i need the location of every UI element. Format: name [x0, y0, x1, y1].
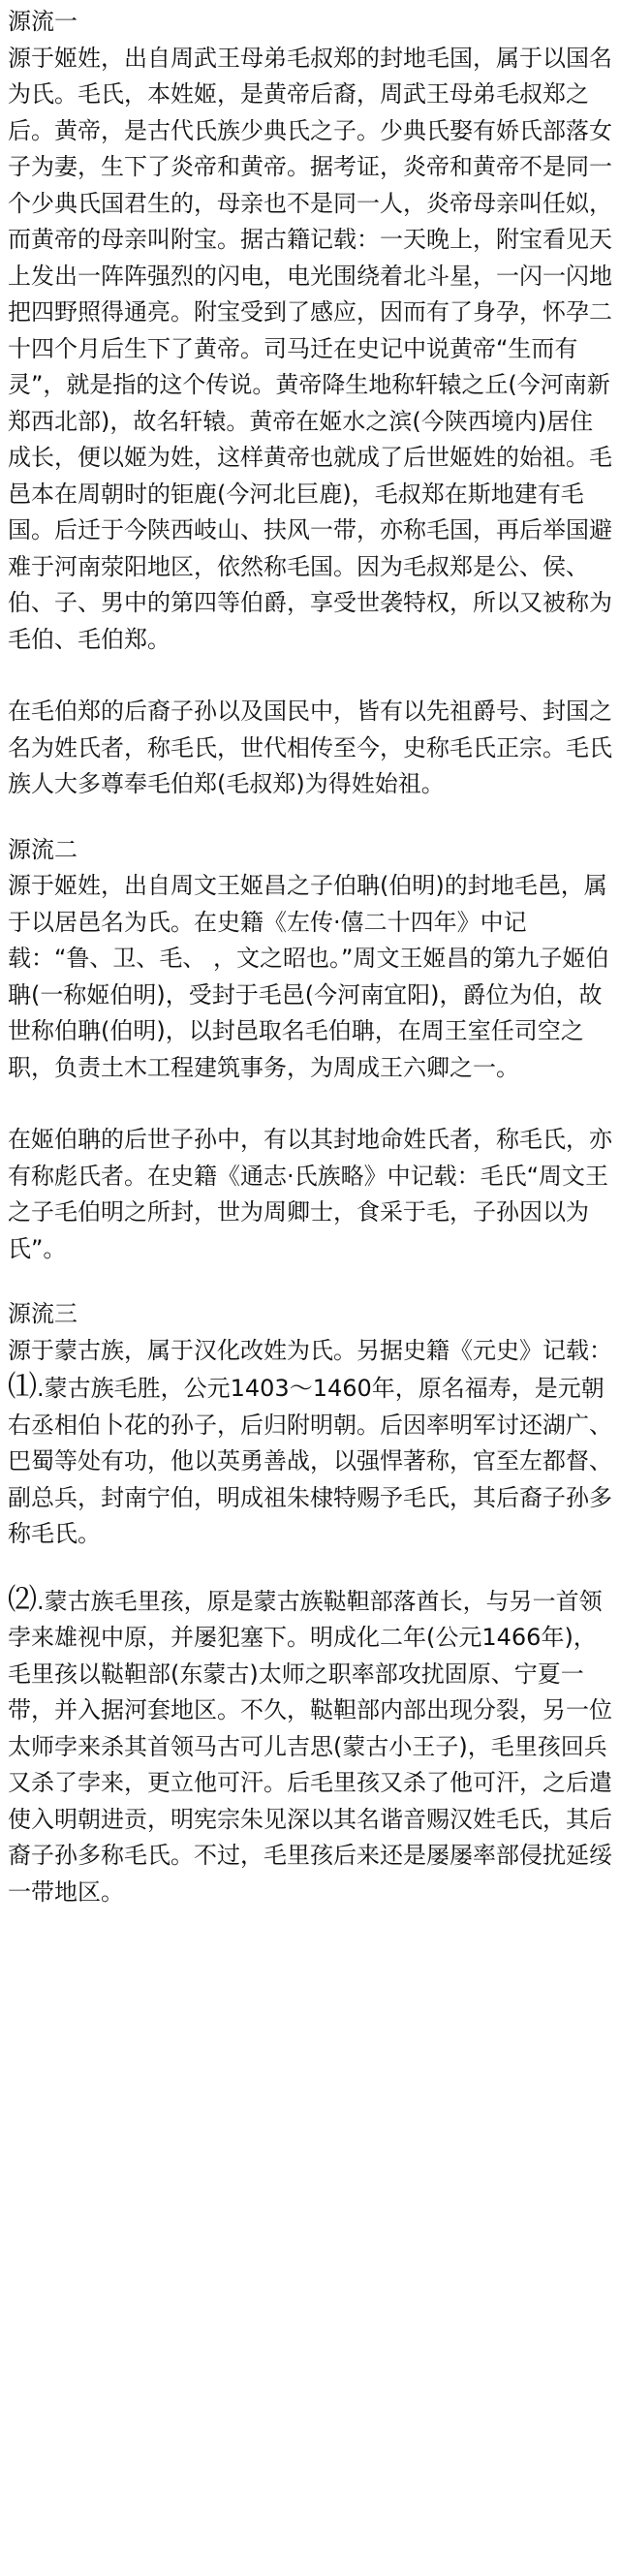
section-heading: 源流二	[8, 835, 78, 863]
section-spacer	[8, 803, 612, 832]
paragraph: 源于蒙古族，属于汉化改姓为氏。另据史籍《元史》记载：	[8, 1336, 612, 1364]
list-item	[8, 1582, 612, 1911]
paragraph: 源于姬姓，出自周文王姬昌之子伯聃(伯明)的封地毛邑，属于以居邑名为氏。在史籍《左传·僖二十四年》中记载：“鲁、卫、毛、 ，文之昭也。”周文王姬昌的第九子姬伯聃(一称姬伯明)，受封于毛邑(今河南宜阳)，爵位为伯，故世称伯聃(伯明)，以封邑取名毛伯聃，在周王室任司空之职，负责土木工程建筑事务，为周成王六卿之一。	[8, 872, 609, 1081]
paragraph-spacer	[8, 1553, 612, 1582]
section-source-two	[8, 832, 612, 1268]
list-item-text: .蒙古族毛胜，公元1403～1460年，原名福寿，是元朝右丞相伯卜花的孙子，后归附明朝。后因率明军讨还湖广、巴蜀等处有功，他以英勇善战，以强悍著称，官至左都督、副总兵，封南宁伯，明成祖朱棣特赐予毛氏，其后裔子孙多称毛氏。	[8, 1375, 612, 1547]
section-source-one	[8, 4, 612, 803]
list-item-number: ⑴	[8, 1370, 37, 1404]
section-heading: 源流三	[8, 1300, 78, 1327]
paragraph: 在姬伯聃的后世子孙中，有以其封地命姓氏者，称毛氏，亦有称彪氏者。在史籍《通志·氏族略》中记载：毛氏“周文王之子毛伯明之所封，世为周卿士，食采于毛，子孙因以为氏”。	[8, 1126, 612, 1262]
section-heading: 源流一	[8, 8, 78, 35]
paragraph-spacer	[8, 658, 612, 694]
paragraph: 源于姬姓，出自周武王母弟毛叔郑的封地毛国，属于以国名为氏。毛氏，本姓姬，是黄帝后裔，周武王母弟毛叔郑之后。黄帝，是古代氏族少典氏之子。少典氏娶有娇氏部落女子为妻，生下了炎帝和黄帝。据考证，炎帝和黄帝不是同一个少典氏国君生的，母亲也不是同一人，炎帝母亲叫任姒，而黄帝的母亲叫附宝。据古籍记载：一天晚上，附宝看见天上发出一阵阵强烈的闪电，电光围绕着北斗星，一闪一闪地把四野照得通亮。附宝受到了感应，因而有了身孕，怀孕二十四个月后生下了黄帝。司马迁在史记中说黄帝“生而有灵”，就是指的这个传说。黄帝降生地称轩辕之丘(今河南新郑西北部)，故名轩辕。黄帝在姬水之滨(今陕西境内)居住成长，便以姬为姓，这样黄帝也就成了后世姬姓的始祖。毛邑本在周朝时的钜鹿(今河北巨鹿)，毛叔郑在斯地建有毛国。后迁于今陕西岐山、扶风一带，亦称毛国，再后举国避难于河南荥阳地区，依然称毛国。因为毛叔郑是公、侯、伯、子、男中的第四等伯爵，享受世袭特权，所以又被称为毛伯、毛伯郑。	[8, 44, 612, 653]
section-source-three	[8, 1296, 612, 1910]
section-spacer	[8, 1267, 612, 1296]
paragraph: 在毛伯郑的后裔子孙以及国民中，皆有以先祖爵号、封国之名为姓氏者，称毛氏，世代相传至今，史称毛氏正宗。毛氏族人大多尊奉毛伯郑(毛叔郑)为得姓始祖。	[8, 698, 612, 797]
paragraph-spacer	[8, 1086, 612, 1122]
list-item-number: ⑵	[8, 1582, 37, 1617]
list-item-text: .蒙古族毛里孩，原是蒙古族鞑靼部落酋长，与另一首领孛来雄视中原，并屡犯塞下。明成化二年(公元1466年)，毛里孩以鞑靼部(东蒙古)太师之职率部攻扰固原、宁夏一带，并入据河套地区。不久，鞑靼部内部出现分裂，另一位太师孛来杀其首领马古可儿吉思(蒙古小王子)，毛里孩回兵又杀了孛来，更立他可汗。后毛里孩又杀了他可汗，之后遣使入明朝进贡，明宪宗朱见深以其名谐音赐汉姓毛氏，其后裔子孙多称毛氏。不过，毛里孩后来还是屡屡率部侵扰延绥一带地区。	[8, 1587, 612, 1906]
list-item	[8, 1369, 612, 1553]
